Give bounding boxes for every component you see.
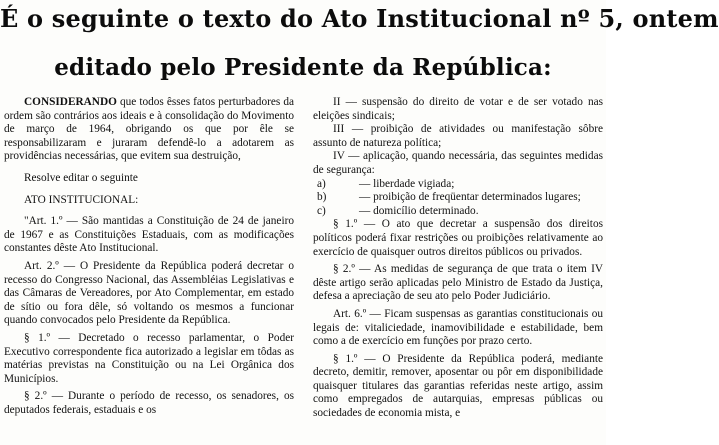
measure-c xyxy=(313,205,603,219)
article-2-paragraph-1: § 1.º — Decretado o recesso parlamentar, o Poder Executivo correspondente fica autorizado a legislar em tôdas as matérias previstas na Constituição ou na Lei Orgânica dos Municípios. xyxy=(4,331,294,385)
measure-b-text: — proibição de freqüentar determinados lugares; xyxy=(359,191,581,204)
act-title: ATO INSTITUCIONAL: xyxy=(24,193,139,206)
left-column xyxy=(4,96,294,417)
article-6-paragraph-1: § 1.º — O Presidente da República poderá, mediante decreto, demitir, remover, aposentar ou pôr em disponibilidade quaisquer titulares das garantias referidas neste artigo, assim como empregados de autarquias, empresas públicas ou sociedades de economia mista, e xyxy=(313,352,603,420)
measure-b xyxy=(313,191,603,205)
headline-line-2: editado pelo Presidente da República: xyxy=(54,54,552,81)
item-iv: IV — aplicação, quando necessária, das seguintes medidas de segurança: xyxy=(313,150,603,176)
article-2-paragraph-2: § 2.º — Durante o período de recesso, os senadores, os deputados federais, estaduais e os xyxy=(4,390,294,416)
headline-line-1: É o seguinte o texto do Ato Institucional nº 5, ontem xyxy=(0,4,719,33)
item-iii: III — proibição de atividades ou manifestação sôbre assunto de natureza política; xyxy=(313,123,603,149)
measure-c-text: — domicílio determinado. xyxy=(359,204,479,217)
considerando-paragraph xyxy=(4,96,294,164)
measure-c-label: c) xyxy=(317,204,326,217)
article-6: Art. 6.º — Ficam suspensas as garantias constitucionais ou legais de: vitaliciedade, inamovibilidade e estabilidade, bem como a de exercício em funções por prazo certo. xyxy=(313,307,603,348)
item-ii: II — suspensão do direito de votar e de ser votado nas eleições sindicais; xyxy=(313,96,603,122)
considerando-lead: CONSIDERANDO xyxy=(24,96,117,108)
measure-b-label: b) xyxy=(317,191,327,204)
resolve-paragraph: Resolve editar o seguinte xyxy=(24,171,138,184)
measure-a-label: a) xyxy=(317,177,326,190)
article-2: Art. 2.º — O Presidente da República poderá decretar o recesso do Congresso Nacional, das Assembléias Legislativas e das Câmaras de Vereadores, por Ato Complementar, em estado de sítio ou fora dêle, só voltando os mesmos a funcionar quando convocados pelo Presidente da República. xyxy=(4,259,294,327)
article-1: "Art. 1.º — São mantidas a Constituição de 24 de janeiro de 1967 e as Constituições Estaduais, com as modificações constantes dêste Ato Institucional. xyxy=(4,215,294,255)
article-5-paragraph-2: § 2.º — As medidas de segurança de que trata o item IV dêste artigo serão aplicadas pelo Ministro de Estado da Justiça, defesa a apreciação de seu ato pelo Poder Judiciário. xyxy=(313,263,603,303)
considerando-text: que todos êsses fatos perturbadores da ordem são contrários aos ideais e à consolidação do Movimento de março de 1964, obrigando os que por êle se responsabilizaram e juraram defendê-lo a adotarem as providências necessárias, que evitem sua destruição, xyxy=(4,96,294,163)
measure-a-text: — liberdade vigiada; xyxy=(359,177,455,190)
article-5-paragraph-1: § 1.º — O ato que decretar a suspensão dos direitos políticos poderá fixar restrições ou proibições relativamente ao exercício de quaisquer outros direitos públicos ou privados. xyxy=(313,218,603,258)
right-column xyxy=(313,96,603,421)
measure-a xyxy=(313,178,603,192)
